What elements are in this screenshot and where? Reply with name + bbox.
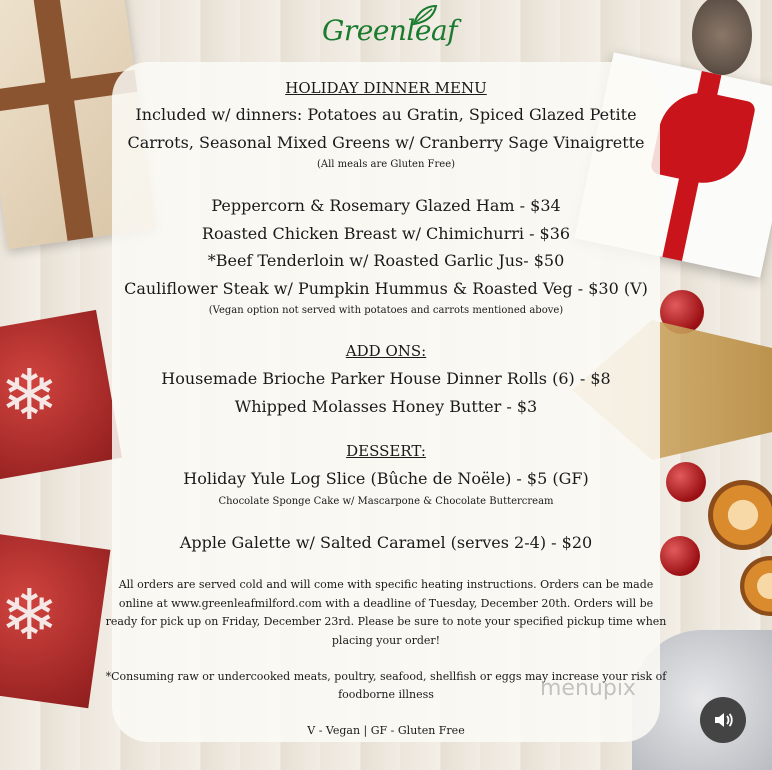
- addon-item: Housemade Brioche Parker House Dinner Rolls (6) - $8: [161, 369, 611, 388]
- dessert-item: Apple Galette w/ Salted Caramel (serves 2-4) - $20: [179, 533, 593, 552]
- dessert-item: Holiday Yule Log Slice (Bûche de Noële) - $5 (GF): [183, 469, 589, 488]
- leaf-icon: [412, 4, 438, 26]
- addons-heading: ADD ONS:: [345, 342, 427, 360]
- orders-info-line: ready for pick up on Friday, December 23rd. Please be sure to note your specified pickup time when: [105, 615, 667, 628]
- included-sides-line: Included w/ dinners: Potatoes au Gratin, Spiced Glazed Petite: [135, 105, 637, 124]
- dietary-legend: V - Vegan | GF - Gluten Free: [307, 724, 465, 737]
- snowflake-icon: ❄: [0, 354, 59, 436]
- gluten-free-note: (All meals are Gluten Free): [316, 159, 456, 170]
- orders-info-line: online at www.greenleafmilford.com with a deadline of Tuesday, December 20th. Orders will be: [118, 597, 654, 610]
- dessert-description: Chocolate Sponge Cake w/ Mascarpone & Chocolate Buttercream: [218, 496, 554, 507]
- menu-title: HOLIDAY DINNER MENU: [285, 79, 487, 97]
- sound-button[interactable]: [700, 697, 746, 743]
- included-sides-line: Carrots, Seasonal Mixed Greens w/ Cranberry Sage Vinaigrette: [127, 133, 645, 152]
- orders-info-line: All orders are served cold and will come with specific heating instructions. Orders can be made: [118, 578, 654, 591]
- entree-item: Roasted Chicken Breast w/ Chimichurri - $36: [201, 224, 571, 243]
- food-safety-warning: foodborne illness: [338, 688, 434, 701]
- menupix-watermark: menupix: [540, 676, 636, 701]
- addon-item: Whipped Molasses Honey Butter - $3: [234, 397, 538, 416]
- greenleaf-logo: [322, 6, 458, 56]
- vegan-note: (Vegan option not served with potatoes and carrots mentioned above): [208, 305, 564, 316]
- orders-info-line: placing your order!: [331, 634, 441, 647]
- speaker-icon: [712, 709, 734, 731]
- food-safety-warning: *Consuming raw or undercooked meats, poultry, seafood, shellfish or eggs may increase your risk of: [105, 670, 667, 683]
- entree-item: Cauliflower Steak w/ Pumpkin Hummus & Roasted Veg - $30 (V): [124, 279, 648, 298]
- dessert-heading: DESSERT:: [346, 442, 426, 460]
- entree-item: Peppercorn & Rosemary Glazed Ham - $34: [211, 196, 561, 215]
- logo-text: Greenleaf: [322, 14, 458, 47]
- snowflake-icon: ❄: [0, 574, 59, 656]
- entree-item: *Beef Tenderloin w/ Roasted Garlic Jus- $50: [207, 251, 565, 270]
- pinecone-decoration: [692, 0, 752, 75]
